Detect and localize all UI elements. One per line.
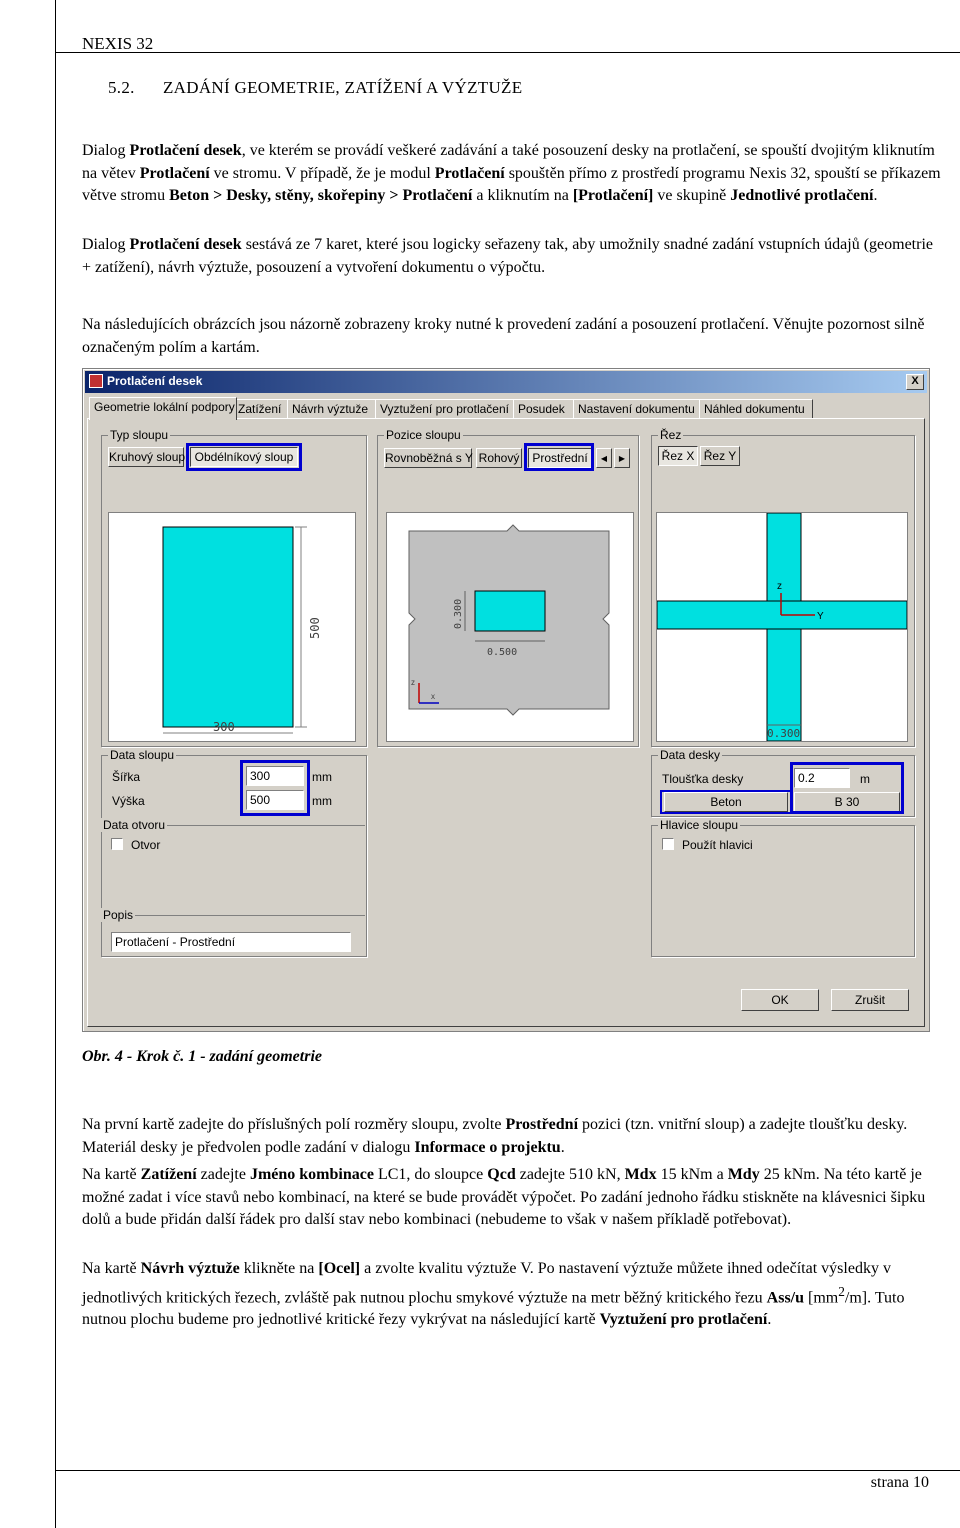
group-data-otvoru [101, 818, 365, 886]
bold-term: [Protlačení] [572, 187, 654, 204]
text: Na první kartě zadejte do příslušných polí rozměry sloupu, zvolte [82, 1116, 506, 1133]
dim-height-label: 0.300 [453, 598, 464, 629]
bold-term: Jednotlivé protlačení [730, 187, 874, 204]
column-opening [475, 591, 545, 631]
section-number: 5.2. [108, 78, 135, 97]
text: zadejte [196, 1166, 250, 1183]
tab-nahled-dokumentu[interactable]: Náhled dokumentu [699, 399, 813, 419]
text: . [767, 1311, 772, 1329]
bold-term: Qcd [487, 1166, 516, 1183]
drawing-column-section [108, 512, 356, 742]
paragraph-2 [82, 234, 942, 279]
text: 15 kNm a [656, 1166, 728, 1183]
text: 25 kNm. Na této kartě je možné zadat i více stavů nebo kombinací, na které se bude provádět výpočet. Po zadání jednoho řádku stiskněte na klávesnici šipku dolů a bude přidán další řádek pro další stav nebo kombinaci (nebudeme to však v našem příkladě potřebovat). [82, 1166, 926, 1228]
paragraph-1 [82, 140, 942, 208]
group-legend: Data desky [660, 748, 721, 762]
axis-x-label: x [431, 692, 435, 701]
tloustka-input[interactable]: 0.2 [794, 768, 850, 788]
bold-term: Beton > Desky, stěny, skořepiny > Protlačení [169, 187, 473, 204]
drawing-slab-plan [386, 512, 634, 742]
paragraph-6 [82, 1258, 942, 1332]
popis-input[interactable]: Protlačení - Prostřední [111, 932, 351, 952]
rez-y-button[interactable]: Řez Y [700, 446, 740, 466]
text: sestává ze 7 karet, které jsou logicky seřazeny tak, aby umožnily snadné zadání vstupních údajů (geometrie + zatížení), návrh výztuže, posouzení a vytvoření dokumentu o výpočtu. [82, 236, 933, 276]
group-hlavice [651, 818, 915, 957]
group-legend: Popis [103, 908, 134, 922]
text: klikněte na [239, 1260, 319, 1277]
scroll-left-button[interactable]: ◀ [596, 448, 612, 468]
tab-geometrie[interactable]: Geometrie lokální podpory [89, 397, 237, 420]
otvor-label: Otvor [131, 838, 161, 852]
kruhovy-sloup-button[interactable]: Kruhový sloup [108, 447, 184, 467]
tloustka-label: Tloušťka desky [662, 772, 744, 786]
beton-button[interactable]: Beton [664, 792, 788, 812]
sirka-input[interactable]: 300 [246, 766, 304, 786]
vyska-unit: mm [312, 794, 332, 808]
page-left-rule [55, 0, 56, 1528]
superscript: 2 [838, 1283, 845, 1299]
dialog-title: Protlačení desek [107, 374, 203, 388]
bold-term: Protlačení [434, 164, 505, 182]
tloustka-unit: m [860, 772, 870, 786]
footer-rule [55, 1470, 960, 1471]
column-rect [163, 527, 293, 727]
document-header: NEXIS 32 [82, 34, 154, 53]
bold-term: Prostřední [505, 1116, 579, 1133]
text: /m]. Tuto nutnou plochu budeme pro jednotlivé kritické řezy vykrývat na následující kartě [82, 1288, 905, 1329]
rovnobezna-button[interactable]: Rovnoběžná s Y [384, 448, 472, 468]
group-rez [651, 428, 915, 747]
vyska-input[interactable]: 500 [246, 790, 304, 810]
paragraph-3: Na následujících obrázcích jsou názorně zobrazeny kroky nutné k provedení zadání a posouzení protlačení. Věnujte pozornost silně označeným polím a kartám. [82, 316, 925, 356]
text: [mm [804, 1288, 839, 1306]
bold-term: [Ocel] [318, 1260, 361, 1277]
group-popis [101, 908, 365, 956]
dim-width-label: 0.500 [487, 647, 518, 658]
prostredni-button[interactable]: Prostřední [528, 448, 592, 468]
tab-vyztuzeni[interactable]: Vyztužení pro protlačení [375, 399, 515, 419]
bold-term: Návrh výztuže [140, 1260, 240, 1277]
bold-term: Ass/u [766, 1288, 805, 1306]
header-rule [55, 52, 960, 53]
text: Dialog [82, 142, 130, 159]
obdelnikovy-sloup-button[interactable]: Obdélníkový sloup [190, 447, 298, 467]
material-value[interactable]: B 30 [794, 792, 900, 812]
bold-term: Protlačení desek [129, 236, 242, 253]
close-button[interactable]: X [906, 374, 924, 390]
text: pozici (tzn. vnitřní sloup) a zadejte tloušťku desky. Materiál desky je předvolen podle zadání v dialogu [82, 1116, 908, 1156]
group-legend: Pozice sloupu [386, 428, 461, 442]
sirka-label: Šířka [112, 770, 141, 784]
highlight-frame [186, 443, 302, 471]
otvor-checkbox[interactable] [111, 838, 123, 850]
section-title: ZADÁNÍ GEOMETRIE, ZATÍŽENÍ A VÝZTUŽE [163, 78, 523, 97]
ok-button[interactable]: OK [741, 989, 819, 1011]
bold-term: Protlačení [139, 164, 210, 182]
tab-navrh-vyztuze[interactable]: Návrh výztuže [287, 399, 377, 419]
highlight-frame [524, 443, 594, 471]
group-typ-sloupu [101, 428, 367, 747]
text: , ve kterém se provádí veškeré zadávání a také posouzení desky na protlačení, se spouští dvojitým kliknutím na větev [82, 142, 935, 182]
text: . [560, 1138, 565, 1156]
text: a zvolte kvalitu výztuže V. Po nastavení výztuže můžete ihned odečítat výsledky v jednotlivých kritických řezech, zvláště pak nutnou plochu smykové výztuže na metr běžný kritického řezu [82, 1260, 891, 1306]
text: zadejte 510 kN, [515, 1166, 625, 1183]
cancel-button[interactable]: Zrušit [831, 989, 909, 1011]
highlight-frame [660, 790, 792, 814]
tab-nastaveni-dokumentu[interactable]: Nastavení dokumentu [573, 399, 703, 419]
group-legend: Data otvoru [103, 818, 166, 832]
group-legend: Hlavice sloupu [660, 818, 739, 832]
text: a kliknutím na [472, 187, 573, 204]
scroll-right-button[interactable]: ▶ [614, 448, 630, 468]
column-drawing [109, 513, 355, 741]
text: . [873, 187, 878, 204]
bold-term: Protlačení desek [129, 142, 242, 159]
bold-term: Zatížení [140, 1166, 197, 1183]
sirka-unit: mm [312, 770, 332, 784]
tab-zatizeni[interactable]: Zatížení [233, 399, 291, 419]
figure-caption: Obr. 4 - Krok č. 1 - zadání geometrie [82, 1048, 322, 1065]
dim-label: 0.300 [767, 727, 801, 740]
text: Dialog [82, 236, 130, 253]
highlight-frame [240, 760, 310, 816]
group-pozice-sloupu [377, 428, 639, 747]
highlight-frame [790, 762, 904, 814]
paragraph-4 [82, 1114, 942, 1159]
text: spouštěn přímo z prostředí programu Nexis 32, spouští se příkazem větve stromu [82, 164, 941, 204]
group-legend: Typ sloupu [110, 428, 169, 442]
pouzit-hlavici-label: Použít hlavici [682, 838, 753, 852]
paragraph-5 [82, 1164, 942, 1232]
axis-y-label: Y [817, 611, 824, 622]
page-number: strana 10 [870, 1474, 929, 1491]
pouzit-hlavici-checkbox[interactable] [662, 838, 674, 850]
vyska-label: Výška [112, 794, 145, 808]
group-data-desky [651, 748, 915, 817]
axis-z-label: z [777, 581, 782, 592]
slab-drawing [387, 513, 633, 741]
text: ve skupině [653, 187, 731, 204]
text: Na kartě [82, 1260, 141, 1277]
group-legend: Řez [660, 428, 682, 442]
dim-height-label: 500 [308, 617, 322, 639]
text: ve stromu. V případě, že je modul [209, 164, 435, 182]
section-drawing [657, 513, 907, 741]
bold-term: Mdx [624, 1166, 657, 1183]
dialog-titlebar [85, 371, 927, 393]
bold-term: Mdy [727, 1166, 760, 1183]
dialog-protlaceni-desek [82, 368, 930, 1032]
section-heading [108, 78, 522, 98]
bold-term: Informace o projektu [414, 1138, 561, 1156]
dim-width-label: 300 [213, 720, 235, 734]
drawing-cross-section [656, 512, 908, 742]
rez-x-button[interactable]: Řez X [658, 446, 698, 466]
tab-strip [87, 397, 925, 419]
app-icon [89, 374, 103, 388]
text: Na kartě [82, 1166, 141, 1183]
text: LC1, do sloupce [373, 1166, 488, 1183]
group-legend: Data sloupu [110, 748, 175, 762]
bold-term: Vyztužení pro protlačení [599, 1311, 768, 1329]
tab-posudek[interactable]: Posudek [513, 399, 575, 419]
axis-z-label: z [411, 678, 415, 687]
rohovy-button[interactable]: Rohový [476, 448, 522, 468]
bold-term: Jméno kombinace [249, 1166, 374, 1183]
